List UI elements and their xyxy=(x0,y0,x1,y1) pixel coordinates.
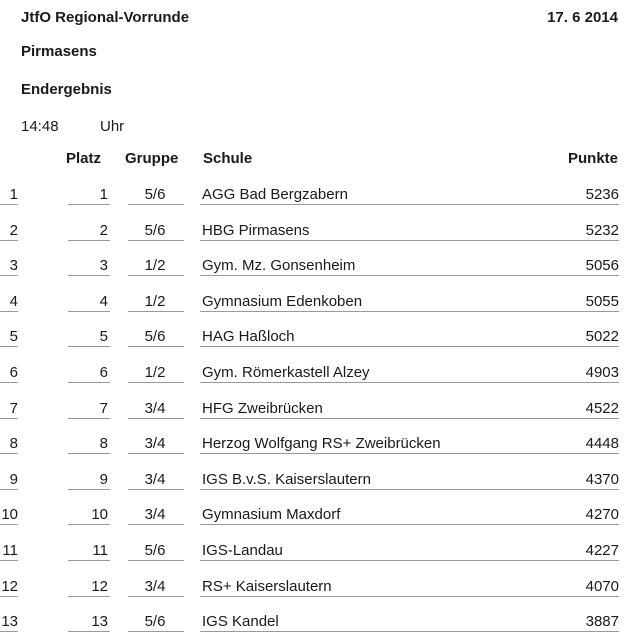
row-number: 7 xyxy=(9,399,18,417)
row-number: 3 xyxy=(9,257,18,275)
row-divider xyxy=(200,418,525,419)
punkte-value: 5232 xyxy=(585,221,619,239)
row-divider xyxy=(200,596,525,597)
gruppe-value: 1/2 xyxy=(144,364,166,381)
punkte-value: 4370 xyxy=(585,470,619,488)
gruppe-value: 3/4 xyxy=(144,399,166,417)
row-divider xyxy=(520,382,619,383)
row-divider xyxy=(128,489,184,490)
schule-value: Gymnasium Maxdorf xyxy=(202,506,341,524)
platz-value: 1 xyxy=(99,186,108,203)
punkte-value: 3887 xyxy=(585,613,619,631)
punkte-value: 5236 xyxy=(585,186,619,203)
schule-value: Herzog Wolfgang RS+ Zweibrücken xyxy=(202,435,441,453)
row-number: 6 xyxy=(9,364,18,381)
gruppe-value: 5/6 xyxy=(144,328,166,346)
punkte-value: 5056 xyxy=(585,257,619,275)
table-row xyxy=(0,287,635,322)
row-divider xyxy=(200,346,525,347)
row-divider xyxy=(128,346,184,347)
row-divider xyxy=(68,204,110,205)
schule-value: IGS B.v.S. Kaiserslautern xyxy=(202,470,371,488)
time-unit: Uhr xyxy=(100,118,125,135)
platz-value: 10 xyxy=(91,506,108,524)
row-divider xyxy=(520,311,619,312)
punkte-value: 4448 xyxy=(585,435,619,453)
row-divider xyxy=(520,489,619,490)
row-divider xyxy=(68,346,110,347)
row-divider xyxy=(128,240,184,241)
row-number: 1 xyxy=(9,186,18,203)
table-row xyxy=(0,536,635,571)
event-title: JtfO Regional-Vorrunde xyxy=(21,9,190,26)
schule-value: AGG Bad Bergzabern xyxy=(202,186,348,203)
row-number: 8 xyxy=(9,435,18,453)
row-divider xyxy=(0,346,18,347)
platz-value: 3 xyxy=(99,257,108,275)
row-divider xyxy=(0,631,18,632)
schule-value: IGS Kandel xyxy=(202,613,279,631)
row-divider xyxy=(0,453,18,454)
row-divider xyxy=(0,382,18,383)
result-label: Endergebnis xyxy=(21,81,112,98)
row-divider xyxy=(0,311,18,312)
row-divider xyxy=(520,453,619,454)
table-row xyxy=(0,394,635,429)
table-row xyxy=(0,500,635,535)
row-divider xyxy=(520,418,619,419)
column-header-platz: Platz xyxy=(66,150,102,167)
gruppe-value: 5/6 xyxy=(144,221,166,239)
row-divider xyxy=(0,204,18,205)
row-divider xyxy=(520,204,619,205)
row-number: 9 xyxy=(9,470,18,488)
row-divider xyxy=(520,596,619,597)
table-row xyxy=(0,358,635,393)
platz-value: 11 xyxy=(92,542,108,559)
punkte-value: 5055 xyxy=(585,292,619,310)
row-divider xyxy=(0,275,18,276)
row-divider xyxy=(128,418,184,419)
row-divider xyxy=(128,311,184,312)
row-divider xyxy=(200,524,525,525)
row-number: 2 xyxy=(9,221,18,239)
gruppe-value: 3/4 xyxy=(144,577,166,595)
platz-value: 9 xyxy=(99,470,108,488)
punkte-value: 4070 xyxy=(585,577,619,595)
row-divider xyxy=(520,631,619,632)
row-divider xyxy=(200,240,525,241)
row-divider xyxy=(0,489,18,490)
row-divider xyxy=(200,631,525,632)
gruppe-value: 1/2 xyxy=(144,257,166,275)
row-divider xyxy=(200,453,525,454)
row-divider xyxy=(128,631,184,632)
table-row xyxy=(0,465,635,500)
gruppe-value: 5/6 xyxy=(144,542,166,559)
platz-value: 7 xyxy=(99,399,108,417)
row-divider xyxy=(68,240,110,241)
row-number: 10 xyxy=(1,506,18,524)
row-divider xyxy=(68,524,110,525)
row-divider xyxy=(200,311,525,312)
row-divider xyxy=(0,596,18,597)
row-divider xyxy=(520,240,619,241)
platz-value: 8 xyxy=(99,435,108,453)
row-number: 11 xyxy=(2,542,18,559)
table-row xyxy=(0,572,635,607)
row-divider xyxy=(68,453,110,454)
row-number: 12 xyxy=(1,577,18,595)
row-divider xyxy=(128,560,184,561)
row-divider xyxy=(200,489,525,490)
table-row xyxy=(0,322,635,357)
row-number: 13 xyxy=(1,613,18,631)
platz-value: 2 xyxy=(99,221,108,239)
table-row xyxy=(0,251,635,286)
gruppe-value: 3/4 xyxy=(144,506,166,524)
punkte-value: 4522 xyxy=(585,399,619,417)
row-divider xyxy=(128,453,184,454)
gruppe-value: 3/4 xyxy=(144,470,166,488)
row-divider xyxy=(128,275,184,276)
schule-value: Gym. Mz. Gonsenheim xyxy=(202,257,356,275)
row-divider xyxy=(68,489,110,490)
event-date: 17. 6 2014 xyxy=(547,9,618,26)
gruppe-value: 3/4 xyxy=(144,435,166,453)
row-divider xyxy=(128,596,184,597)
column-header-punkte: Punkte xyxy=(567,150,618,167)
row-divider xyxy=(520,346,619,347)
event-location: Pirmasens xyxy=(21,43,97,60)
platz-value: 13 xyxy=(91,613,108,631)
table-row xyxy=(0,180,635,215)
punkte-value: 4903 xyxy=(585,364,619,381)
row-divider xyxy=(68,596,110,597)
row-divider xyxy=(0,240,18,241)
row-divider xyxy=(128,382,184,383)
schule-value: IGS-Landau xyxy=(202,542,283,559)
row-divider xyxy=(200,560,525,561)
row-divider xyxy=(68,382,110,383)
row-divider xyxy=(0,560,18,561)
table-row xyxy=(0,607,635,642)
column-header-gruppe: Gruppe xyxy=(125,150,179,167)
row-number: 4 xyxy=(9,292,18,310)
platz-value: 4 xyxy=(99,292,108,310)
time-value: 14:48 xyxy=(21,118,59,135)
schule-value: HFG Zweibrücken xyxy=(202,399,323,417)
punkte-value: 4270 xyxy=(585,506,619,524)
row-number: 5 xyxy=(9,328,18,346)
row-divider xyxy=(200,382,525,383)
platz-value: 6 xyxy=(99,364,108,381)
row-divider xyxy=(68,418,110,419)
schule-value: HAG Haßloch xyxy=(202,328,295,346)
platz-value: 12 xyxy=(91,577,108,595)
column-header-schule: Schule xyxy=(203,150,253,167)
table-row xyxy=(0,216,635,251)
gruppe-value: 5/6 xyxy=(144,186,166,203)
row-divider xyxy=(68,275,110,276)
schule-value: Gym. Römerkastell Alzey xyxy=(202,364,370,381)
row-divider xyxy=(128,524,184,525)
row-divider xyxy=(68,311,110,312)
row-divider xyxy=(68,631,110,632)
schule-value: Gymnasium Edenkoben xyxy=(202,292,363,310)
gruppe-value: 1/2 xyxy=(144,292,166,310)
row-divider xyxy=(0,418,18,419)
punkte-value: 4227 xyxy=(585,542,619,559)
platz-value: 5 xyxy=(99,328,108,346)
schule-value: RS+ Kaiserslautern xyxy=(202,577,332,595)
row-divider xyxy=(0,524,18,525)
table-row xyxy=(0,429,635,464)
row-divider xyxy=(68,560,110,561)
row-divider xyxy=(200,204,525,205)
schule-value: HBG Pirmasens xyxy=(202,221,310,239)
row-divider xyxy=(520,560,619,561)
row-divider xyxy=(520,524,619,525)
row-divider xyxy=(520,275,619,276)
punkte-value: 5022 xyxy=(585,328,619,346)
row-divider xyxy=(200,275,525,276)
gruppe-value: 5/6 xyxy=(144,613,166,631)
row-divider xyxy=(128,204,184,205)
